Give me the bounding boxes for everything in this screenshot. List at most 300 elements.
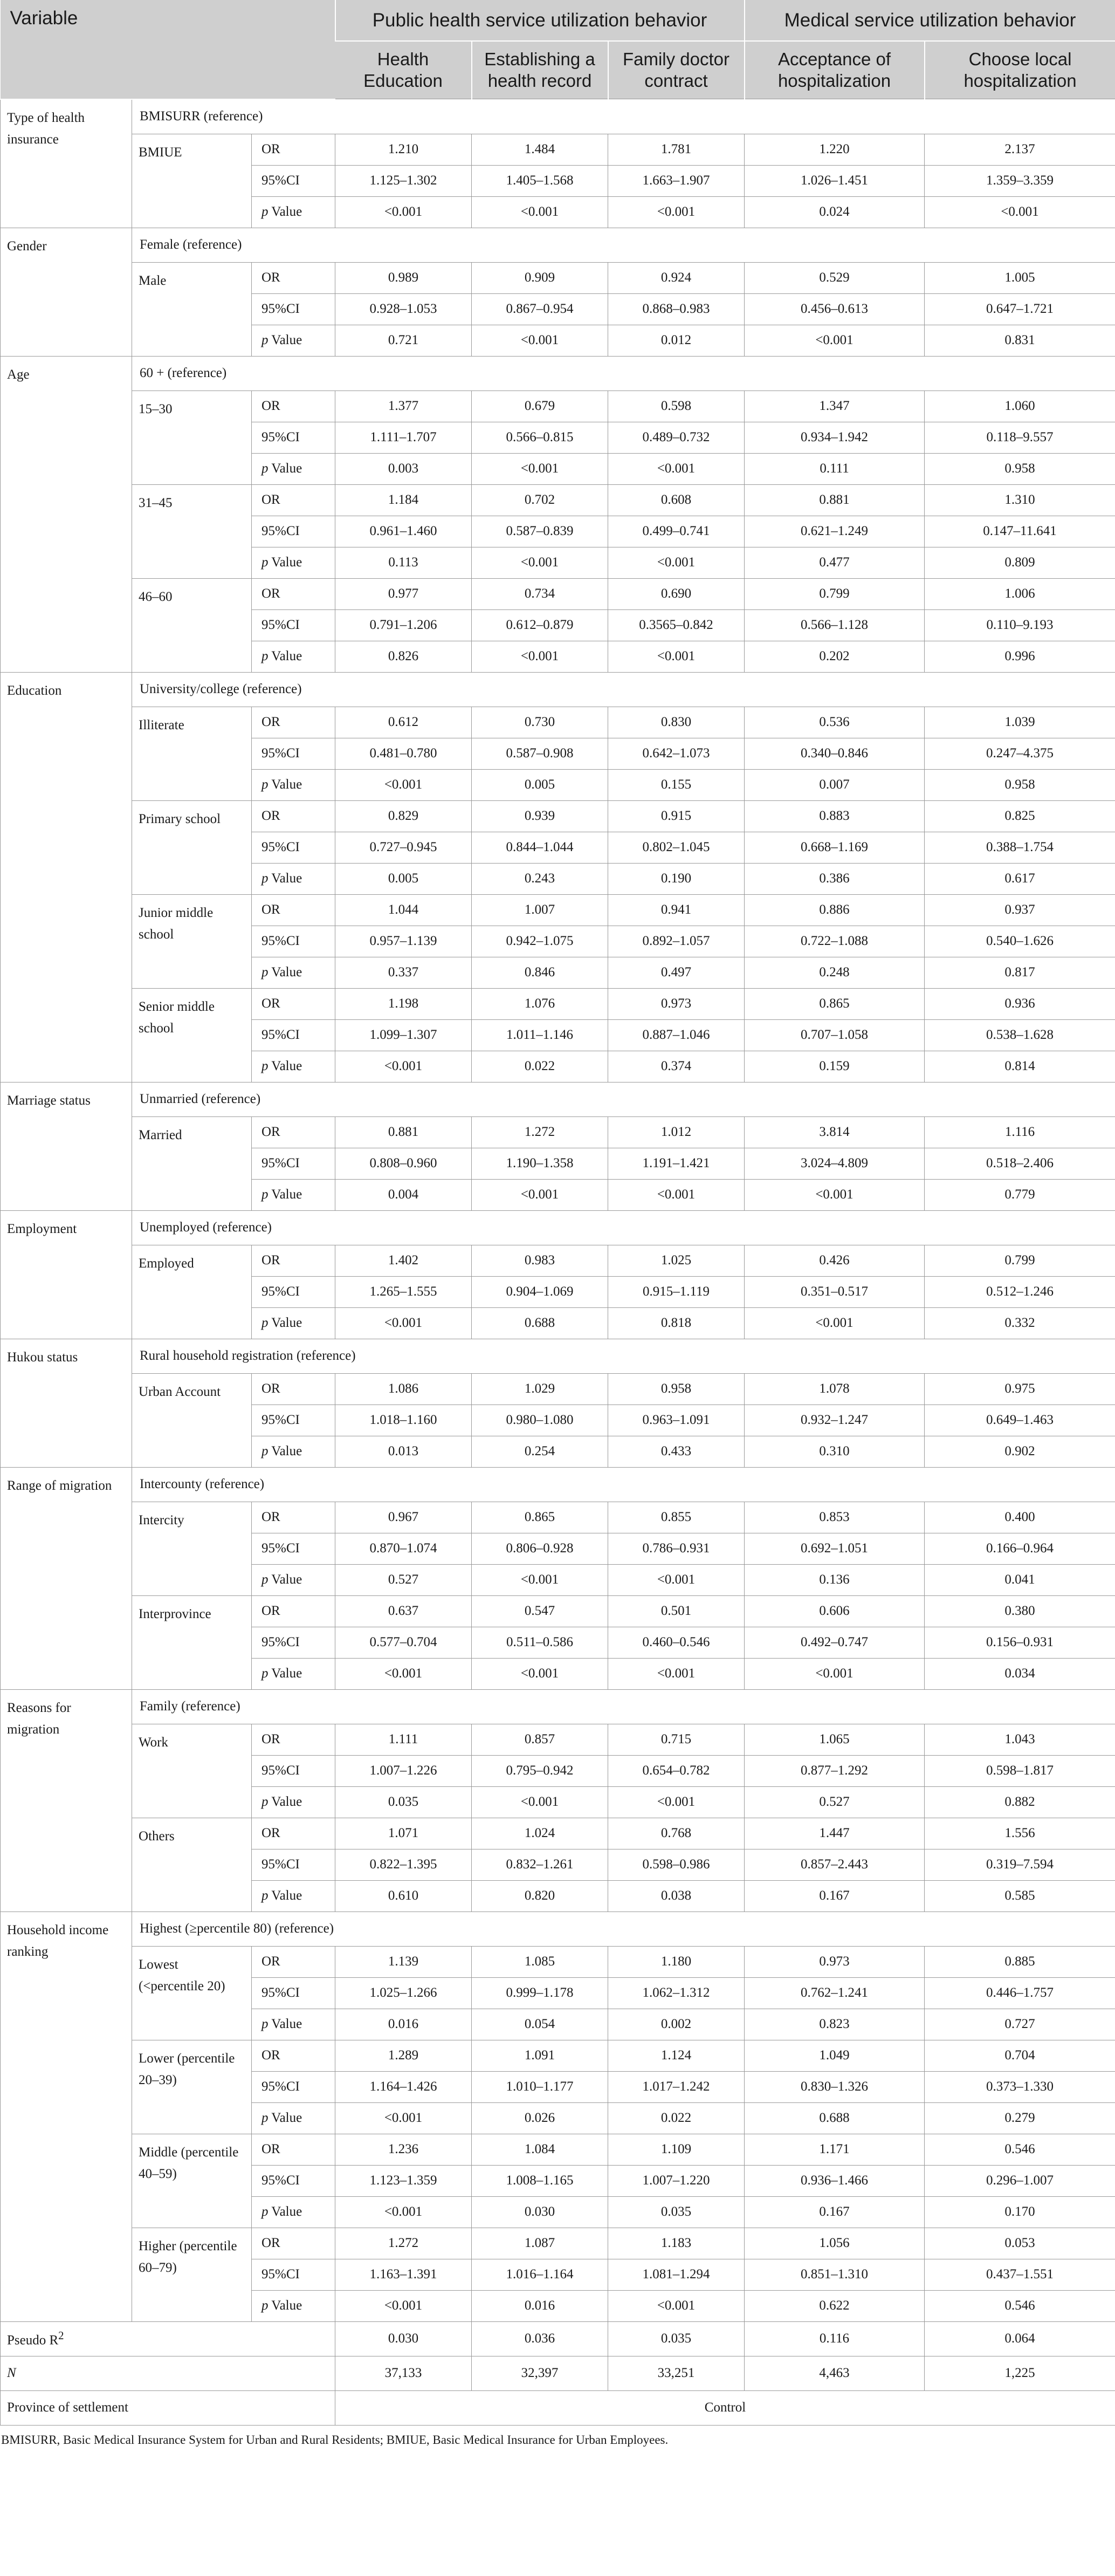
- header-variable: Variable: [1, 0, 335, 99]
- reference-category: Family (reference): [132, 1689, 1115, 1724]
- cell-value: 0.865: [472, 1502, 608, 1533]
- cell-value: 0.867–0.954: [472, 293, 608, 325]
- cell-value: 1.043: [925, 1724, 1115, 1755]
- p-italic: p: [261, 2111, 269, 2125]
- table-row: [1, 2228, 1115, 2259]
- cell-value: <0.001: [608, 641, 745, 672]
- cell-value: 0.536: [745, 707, 925, 738]
- stat-label: p Value: [252, 325, 335, 356]
- cell-value: 0.002: [608, 2009, 745, 2040]
- table-row: [1, 1724, 1115, 1755]
- cell-value: 0.936–1.466: [745, 2165, 925, 2196]
- level-name: Intercity: [132, 1502, 252, 1595]
- cell-value: 0.973: [745, 1946, 925, 1977]
- cell-value: 1.086: [335, 1373, 472, 1405]
- level-name: Interprovince: [132, 1595, 252, 1689]
- cell-value: 0.477: [745, 547, 925, 578]
- table-row: [1, 2134, 1115, 2165]
- cell-value: 0.825: [925, 800, 1115, 832]
- cell-value: 0.977: [335, 578, 472, 609]
- cell-value: 0.340–0.846: [745, 738, 925, 769]
- table-header: [1, 0, 1115, 99]
- cell-value: 0.814: [925, 1051, 1115, 1082]
- cell-value: 0.005: [472, 769, 608, 800]
- cell-value: 0.909: [472, 262, 608, 293]
- cell-value: <0.001: [335, 2290, 472, 2321]
- cell-value: 1.044: [335, 894, 472, 926]
- cell-value: 0.973: [608, 988, 745, 1019]
- cell-value: 0.373–1.330: [925, 2071, 1115, 2102]
- variable-reference-row: [1, 672, 1115, 707]
- n-value: 1,225: [925, 2356, 1115, 2390]
- province-row: [1, 2390, 1115, 2425]
- stat-label: OR: [252, 2040, 335, 2071]
- cell-value: 0.332: [925, 1307, 1115, 1339]
- cell-value: 0.254: [472, 1436, 608, 1467]
- stat-label: OR: [252, 1116, 335, 1148]
- table-row: [1, 1373, 1115, 1405]
- cell-value: 0.818: [608, 1307, 745, 1339]
- cell-value: 1.190–1.358: [472, 1148, 608, 1179]
- p-italic: p: [261, 871, 269, 886]
- cell-value: <0.001: [608, 1658, 745, 1689]
- cell-value: 0.007: [745, 769, 925, 800]
- cell-value: <0.001: [335, 196, 472, 228]
- cell-value: 0.779: [925, 1179, 1115, 1210]
- p-italic: p: [261, 333, 269, 347]
- stat-label: p Value: [252, 547, 335, 578]
- table-row: [1, 390, 1115, 422]
- p-italic: p: [261, 1444, 269, 1458]
- cell-value: 1.081–1.294: [608, 2259, 745, 2290]
- cell-value: 0.857–2.443: [745, 1849, 925, 1880]
- level-name: 15–30: [132, 390, 252, 484]
- cell-value: 0.004: [335, 1179, 472, 1210]
- cell-value: 0.136: [745, 1564, 925, 1595]
- cell-value: 0.608: [608, 484, 745, 516]
- variable-reference-row: [1, 1467, 1115, 1502]
- cell-value: 0.034: [925, 1658, 1115, 1689]
- cell-value: 0.649–1.463: [925, 1405, 1115, 1436]
- cell-value: 1.171: [745, 2134, 925, 2165]
- p-italic: p: [261, 1316, 269, 1330]
- cell-value: 2.137: [925, 134, 1115, 165]
- cell-value: 0.870–1.074: [335, 1533, 472, 1564]
- cell-value: 0.942–1.075: [472, 926, 608, 957]
- cell-value: 1.125–1.302: [335, 165, 472, 196]
- cell-value: 1.359–3.359: [925, 165, 1115, 196]
- cell-value: 0.829: [335, 800, 472, 832]
- stat-label: p Value: [252, 1564, 335, 1595]
- table-row: [1, 707, 1115, 738]
- level-name: Urban Account: [132, 1373, 252, 1467]
- cell-value: 0.704: [925, 2040, 1115, 2071]
- cell-value: 0.598: [608, 390, 745, 422]
- cell-value: <0.001: [472, 453, 608, 484]
- table-row: [1, 1595, 1115, 1627]
- cell-value: 0.941: [608, 894, 745, 926]
- table-footnote: BMISURR, Basic Medical Insurance System for Urban and Rural Residents; BMIUE, Basic Medical Insurance for Urban Employees.: [1, 2433, 669, 2447]
- variable-name: Education: [1, 672, 132, 1082]
- cell-value: 1.084: [472, 2134, 608, 2165]
- cell-value: 0.707–1.058: [745, 1019, 925, 1051]
- cell-value: 0.934–1.942: [745, 422, 925, 453]
- variable-name: Age: [1, 356, 132, 672]
- cell-value: 3.814: [745, 1116, 925, 1148]
- cell-value: 0.883: [745, 800, 925, 832]
- stat-label: OR: [252, 1946, 335, 1977]
- cell-value: 1.405–1.568: [472, 165, 608, 196]
- cell-value: 1.065: [745, 1724, 925, 1755]
- stat-label: p Value: [252, 1436, 335, 1467]
- pseudo-r2-label-text: Pseudo R: [7, 2333, 59, 2348]
- p-italic: p: [261, 1888, 269, 1903]
- cell-value: 0.830–1.326: [745, 2071, 925, 2102]
- cell-value: 0.456–0.613: [745, 293, 925, 325]
- cell-value: 0.540–1.626: [925, 926, 1115, 957]
- cell-value: <0.001: [335, 1658, 472, 1689]
- cell-value: 0.247–4.375: [925, 738, 1115, 769]
- stat-label: 95%CI: [252, 2071, 335, 2102]
- cell-value: 0.690: [608, 578, 745, 609]
- stat-label: OR: [252, 390, 335, 422]
- stat-label: 95%CI: [252, 1533, 335, 1564]
- cell-value: 0.702: [472, 484, 608, 516]
- cell-value: <0.001: [472, 325, 608, 356]
- cell-value: 0.598–0.986: [608, 1849, 745, 1880]
- reference-category: Female (reference): [132, 228, 1115, 262]
- pseudo-r2-value: 0.036: [472, 2321, 608, 2356]
- table-row: [1, 1502, 1115, 1533]
- cell-value: 1.016–1.164: [472, 2259, 608, 2290]
- cell-value: 0.166–0.964: [925, 1533, 1115, 1564]
- cell-value: 0.915–1.119: [608, 1276, 745, 1307]
- cell-value: 0.012: [608, 325, 745, 356]
- cell-value: 1.377: [335, 390, 472, 422]
- cell-value: <0.001: [745, 1179, 925, 1210]
- pseudo-r2-label: [1, 2321, 335, 2356]
- cell-value: 1.087: [472, 2228, 608, 2259]
- cell-value: 0.855: [608, 1502, 745, 1533]
- stat-label: p Value: [252, 453, 335, 484]
- cell-value: 0.809: [925, 547, 1115, 578]
- cell-value: <0.001: [745, 325, 925, 356]
- cell-value: 1.029: [472, 1373, 608, 1405]
- cell-value: 1.109: [608, 2134, 745, 2165]
- cell-value: 1.663–1.907: [608, 165, 745, 196]
- cell-value: <0.001: [335, 2102, 472, 2134]
- cell-value: <0.001: [472, 1786, 608, 1818]
- cell-value: 0.928–1.053: [335, 293, 472, 325]
- reference-category: Rural household registration (reference): [132, 1339, 1115, 1373]
- stat-label: 95%CI: [252, 609, 335, 641]
- cell-value: 0.637: [335, 1595, 472, 1627]
- cell-value: 0.118–9.557: [925, 422, 1115, 453]
- cell-value: 0.786–0.931: [608, 1533, 745, 1564]
- level-name: Junior middle school: [132, 894, 252, 988]
- cell-value: <0.001: [608, 1786, 745, 1818]
- stat-label: 95%CI: [252, 165, 335, 196]
- p-italic: p: [261, 777, 269, 792]
- cell-value: 0.957–1.139: [335, 926, 472, 957]
- cell-value: 1.005: [925, 262, 1115, 293]
- cell-value: 0.958: [608, 1373, 745, 1405]
- stat-label: 95%CI: [252, 1019, 335, 1051]
- stat-label: OR: [252, 988, 335, 1019]
- cell-value: 0.016: [335, 2009, 472, 2040]
- cell-value: 0.587–0.908: [472, 738, 608, 769]
- stat-label: OR: [252, 1818, 335, 1849]
- p-italic: p: [261, 2017, 269, 2031]
- cell-value: 0.802–1.045: [608, 832, 745, 863]
- level-name: Higher (percentile 60–79): [132, 2228, 252, 2321]
- cell-value: 1.091: [472, 2040, 608, 2071]
- province-value: Control: [335, 2390, 1115, 2425]
- stat-label: OR: [252, 894, 335, 926]
- cell-value: 1.163–1.391: [335, 2259, 472, 2290]
- cell-value: 1.272: [335, 2228, 472, 2259]
- variable-name: Type of health insurance: [1, 99, 132, 228]
- cell-value: 0.621–1.249: [745, 516, 925, 547]
- stat-label: OR: [252, 800, 335, 832]
- cell-value: 0.111: [745, 453, 925, 484]
- p-italic: p: [261, 1572, 269, 1587]
- reference-category: Highest (≥percentile 80) (reference): [132, 1912, 1115, 1946]
- pseudo-r2-value: 0.035: [608, 2321, 745, 2356]
- header-col-local-hospitalization: Choose local hospitalization: [925, 41, 1115, 99]
- stat-label: 95%CI: [252, 1405, 335, 1436]
- cell-value: 0.501: [608, 1595, 745, 1627]
- table-row: [1, 1818, 1115, 1849]
- p-italic: p: [261, 1666, 269, 1681]
- cell-value: 0.989: [335, 262, 472, 293]
- cell-value: 1.008–1.165: [472, 2165, 608, 2196]
- cell-value: 0.388–1.754: [925, 832, 1115, 863]
- cell-value: 0.902: [925, 1436, 1115, 1467]
- cell-value: 1.024: [472, 1818, 608, 1849]
- level-name: Work: [132, 1724, 252, 1818]
- cell-value: <0.001: [745, 1658, 925, 1689]
- cell-value: 0.727: [925, 2009, 1115, 2040]
- cell-value: 1.265–1.555: [335, 1276, 472, 1307]
- cell-value: 0.279: [925, 2102, 1115, 2134]
- cell-value: 0.727–0.945: [335, 832, 472, 863]
- cell-value: 1.025: [608, 1245, 745, 1276]
- cell-value: 0.374: [608, 1051, 745, 1082]
- cell-value: 0.983: [472, 1245, 608, 1276]
- level-name: 31–45: [132, 484, 252, 578]
- cell-value: 0.647–1.721: [925, 293, 1115, 325]
- cell-value: <0.001: [608, 453, 745, 484]
- cell-value: 0.791–1.206: [335, 609, 472, 641]
- stat-label: 95%CI: [252, 738, 335, 769]
- cell-value: 0.915: [608, 800, 745, 832]
- cell-value: 0.585: [925, 1880, 1115, 1912]
- cell-value: 0.887–1.046: [608, 1019, 745, 1051]
- cell-value: 0.518–2.406: [925, 1148, 1115, 1179]
- cell-value: 0.499–0.741: [608, 516, 745, 547]
- level-name: Employed: [132, 1245, 252, 1339]
- cell-value: 0.721: [335, 325, 472, 356]
- cell-value: 0.310: [745, 1436, 925, 1467]
- variable-reference-row: [1, 1912, 1115, 1946]
- stat-label: p Value: [252, 1051, 335, 1082]
- stat-label: 95%CI: [252, 1148, 335, 1179]
- table-row: [1, 894, 1115, 926]
- stat-label: p Value: [252, 2290, 335, 2321]
- cell-value: 0.958: [925, 453, 1115, 484]
- variable-name: Household income ranking: [1, 1912, 132, 2321]
- cell-value: 0.865: [745, 988, 925, 1019]
- cell-value: 0.481–0.780: [335, 738, 472, 769]
- cell-value: 0.003: [335, 453, 472, 484]
- cell-value: 1.123–1.359: [335, 2165, 472, 2196]
- cell-value: 0.167: [745, 2196, 925, 2228]
- cell-value: 1.183: [608, 2228, 745, 2259]
- cell-value: 0.688: [472, 1307, 608, 1339]
- stat-label: p Value: [252, 2196, 335, 2228]
- reference-category: Unmarried (reference): [132, 1082, 1115, 1116]
- cell-value: 0.622: [745, 2290, 925, 2321]
- cell-value: 1.062–1.312: [608, 1977, 745, 2009]
- cell-value: 0.492–0.747: [745, 1627, 925, 1658]
- cell-value: 0.975: [925, 1373, 1115, 1405]
- table-row: [1, 1946, 1115, 1977]
- stat-label: p Value: [252, 957, 335, 988]
- stat-label: 95%CI: [252, 832, 335, 863]
- pseudo-r2-value: 0.064: [925, 2321, 1115, 2356]
- cell-value: 0.722–1.088: [745, 926, 925, 957]
- stat-label: p Value: [252, 1307, 335, 1339]
- cell-value: 0.147–11.641: [925, 516, 1115, 547]
- stat-label: OR: [252, 1373, 335, 1405]
- cell-value: 0.795–0.942: [472, 1755, 608, 1786]
- table-row: [1, 1116, 1115, 1148]
- cell-value: 1.556: [925, 1818, 1115, 1849]
- reference-category: 60 + (reference): [132, 356, 1115, 390]
- pseudo-r2-value: 0.116: [745, 2321, 925, 2356]
- cell-value: 1.076: [472, 988, 608, 1019]
- cell-value: 0.538–1.628: [925, 1019, 1115, 1051]
- header-col-family-doctor: Family doctor contract: [608, 41, 745, 99]
- cell-value: <0.001: [335, 1307, 472, 1339]
- cell-value: 0.386: [745, 863, 925, 894]
- cell-value: 1.402: [335, 1245, 472, 1276]
- cell-value: 0.437–1.551: [925, 2259, 1115, 2290]
- cell-value: 1.085: [472, 1946, 608, 1977]
- table-row: [1, 1245, 1115, 1276]
- p-italic: p: [261, 2298, 269, 2313]
- cell-value: 0.038: [608, 1880, 745, 1912]
- cell-value: 0.654–0.782: [608, 1755, 745, 1786]
- level-name: BMIUE: [132, 134, 252, 228]
- cell-value: 0.446–1.757: [925, 1977, 1115, 2009]
- stat-label: 95%CI: [252, 1977, 335, 2009]
- cell-value: 0.013: [335, 1436, 472, 1467]
- cell-value: 1.006: [925, 578, 1115, 609]
- cell-value: 0.881: [745, 484, 925, 516]
- cell-value: 1.012: [608, 1116, 745, 1148]
- header-col-acceptance-hospitalization: Acceptance of hospitalization: [745, 41, 925, 99]
- cell-value: 0.587–0.839: [472, 516, 608, 547]
- cell-value: 0.529: [745, 262, 925, 293]
- table-row: [1, 2040, 1115, 2071]
- stat-label: p Value: [252, 769, 335, 800]
- province-label: Province of settlement: [1, 2390, 335, 2425]
- header-group-medical: Medical service utilization behavior: [745, 0, 1115, 41]
- cell-value: <0.001: [472, 1658, 608, 1689]
- cell-value: 0.024: [745, 196, 925, 228]
- stat-label: OR: [252, 484, 335, 516]
- cell-value: 0.319–7.594: [925, 1849, 1115, 1880]
- cell-value: 0.005: [335, 863, 472, 894]
- p-italic: p: [261, 1187, 269, 1202]
- cell-value: 0.612: [335, 707, 472, 738]
- cell-value: 0.853: [745, 1502, 925, 1533]
- header-group-public: Public health service utilization behavior: [335, 0, 745, 41]
- stat-label: 95%CI: [252, 293, 335, 325]
- n-value: 4,463: [745, 2356, 925, 2390]
- stat-label: p Value: [252, 196, 335, 228]
- table-row: [1, 262, 1115, 293]
- n-label: [1, 2356, 335, 2390]
- cell-value: 1.191–1.421: [608, 1148, 745, 1179]
- cell-value: 0.016: [472, 2290, 608, 2321]
- variable-name: Range of migration: [1, 1467, 132, 1689]
- cell-value: 0.868–0.983: [608, 293, 745, 325]
- cell-value: 1.289: [335, 2040, 472, 2071]
- cell-value: 0.527: [335, 1564, 472, 1595]
- cell-value: 0.924: [608, 262, 745, 293]
- cell-value: 0.892–1.057: [608, 926, 745, 957]
- cell-value: 1.220: [745, 134, 925, 165]
- level-name: Married: [132, 1116, 252, 1210]
- variable-reference-row: [1, 1339, 1115, 1373]
- cell-value: 0.566–1.128: [745, 609, 925, 641]
- cell-value: 0.167: [745, 1880, 925, 1912]
- level-name: 46–60: [132, 578, 252, 672]
- cell-value: 0.642–1.073: [608, 738, 745, 769]
- cell-value: 0.846: [472, 957, 608, 988]
- cell-value: 0.688: [745, 2102, 925, 2134]
- level-name: Illiterate: [132, 707, 252, 800]
- stat-label: OR: [252, 1245, 335, 1276]
- cell-value: 1.272: [472, 1116, 608, 1148]
- cell-value: 0.831: [925, 325, 1115, 356]
- cell-value: 3.024–4.809: [745, 1148, 925, 1179]
- variable-reference-row: [1, 356, 1115, 390]
- level-name: Lowest (<percentile 20): [132, 1946, 252, 2040]
- cell-value: 0.053: [925, 2228, 1115, 2259]
- cell-value: 0.799: [745, 578, 925, 609]
- variable-name: Hukou status: [1, 1339, 132, 1467]
- cell-value: 1.164–1.426: [335, 2071, 472, 2102]
- cell-value: 0.679: [472, 390, 608, 422]
- stat-label: p Value: [252, 641, 335, 672]
- stat-label: OR: [252, 707, 335, 738]
- cell-value: 0.030: [472, 2196, 608, 2228]
- stat-label: OR: [252, 134, 335, 165]
- cell-value: 0.546: [925, 2134, 1115, 2165]
- cell-value: <0.001: [335, 1051, 472, 1082]
- cell-value: 1.116: [925, 1116, 1115, 1148]
- stat-label: p Value: [252, 863, 335, 894]
- cell-value: 0.243: [472, 863, 608, 894]
- level-name: Senior middle school: [132, 988, 252, 1082]
- cell-value: 0.054: [472, 2009, 608, 2040]
- cell-value: 0.460–0.546: [608, 1627, 745, 1658]
- cell-value: 0.961–1.460: [335, 516, 472, 547]
